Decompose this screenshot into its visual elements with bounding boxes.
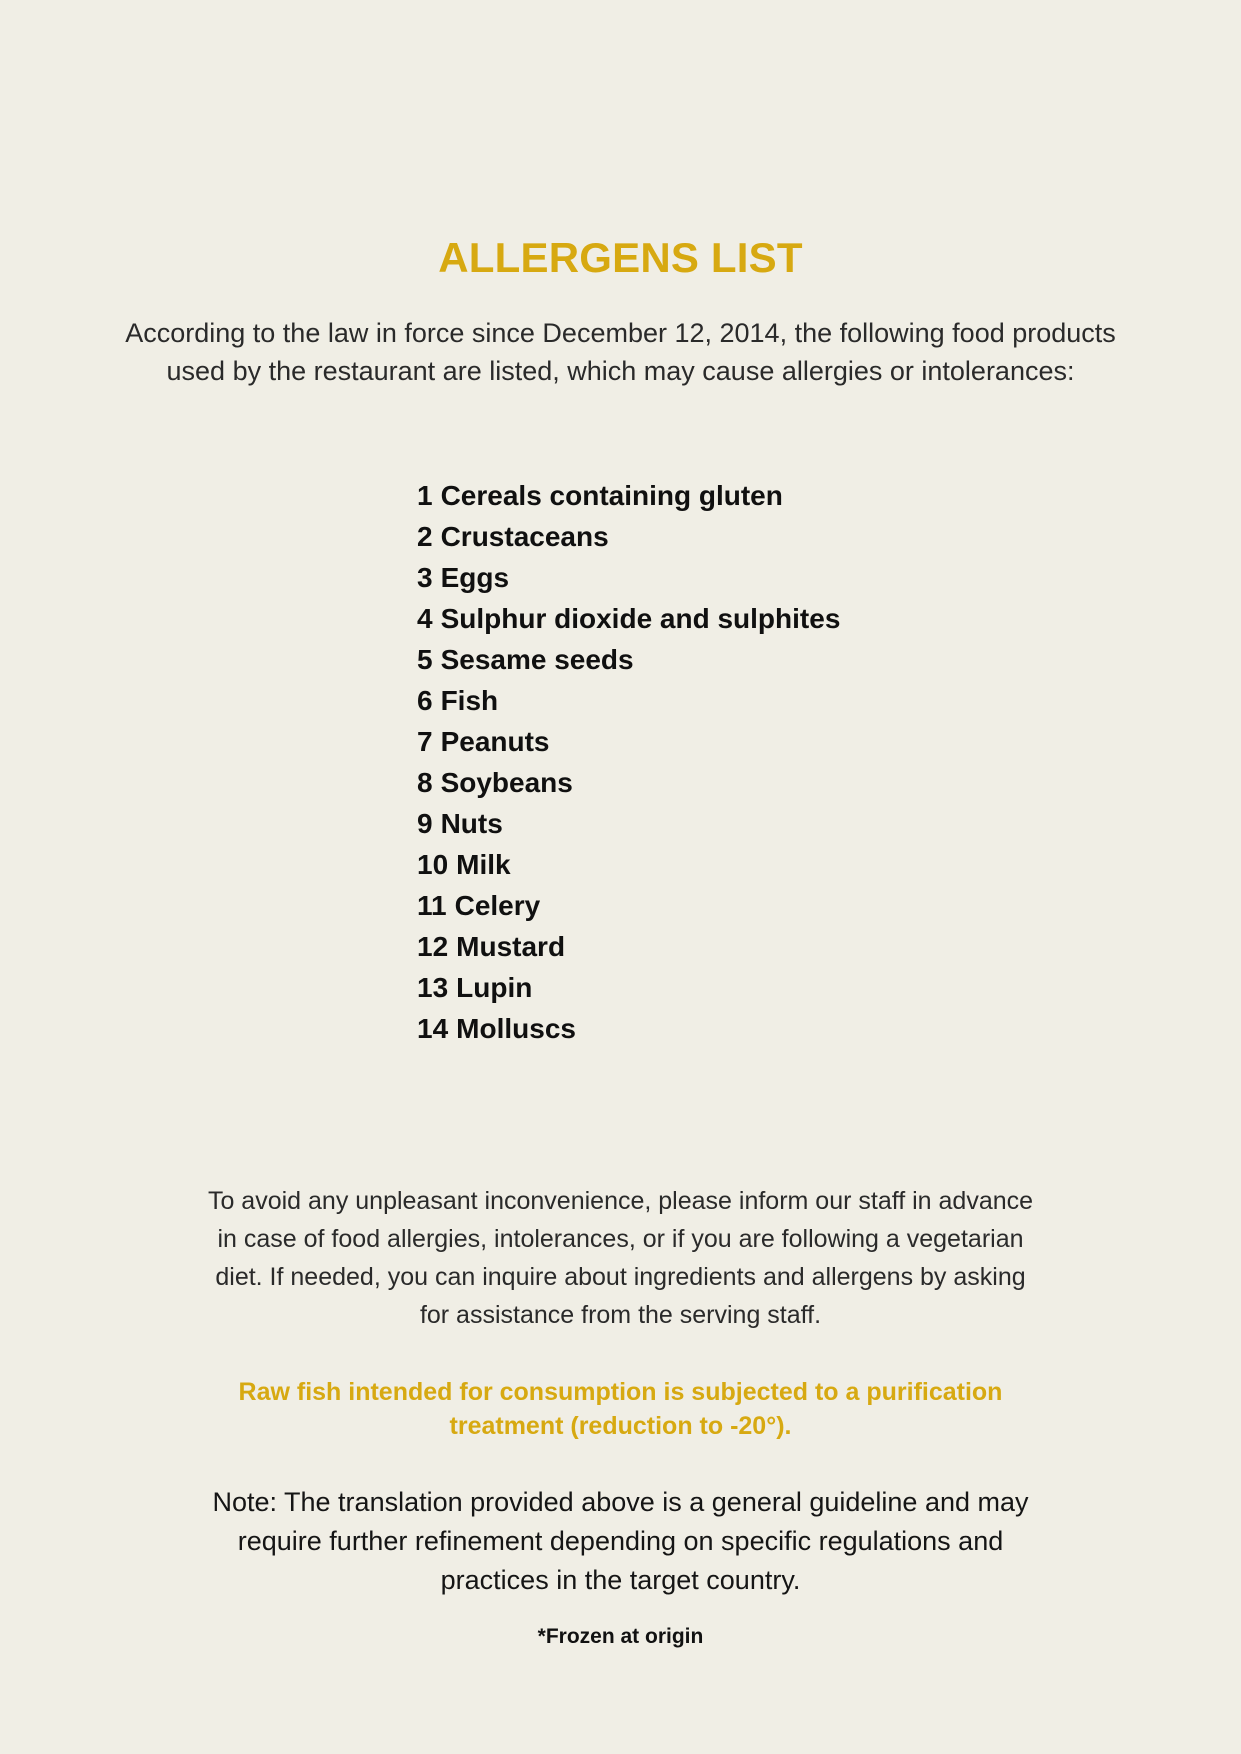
allergen-number: 3 — [417, 562, 433, 593]
allergen-number: 13 — [417, 972, 449, 1003]
list-item — [417, 844, 937, 885]
raw-fish-notice: Raw fish intended for consumption is subjected to a purification treatment (reduction to -20°). — [238, 1378, 1003, 1440]
list-item — [417, 926, 937, 967]
allergen-number: 5 — [417, 644, 433, 675]
intro-text: According to the law in force since December 12, 2014, the following food products used by the restaurant are listed, which may cause allergies or intolerances: — [125, 318, 1116, 386]
allergen-name: Lupin — [456, 972, 533, 1003]
list-item — [417, 598, 937, 639]
staff-notice: To avoid any unpleasant inconvenience, please inform our staff in advance in case of food allergies, intolerances, or if you are following a vegetarian diet. If needed, you can inquire about ingredients and allergens by asking for assistance from the serving staff. — [207, 1187, 1034, 1329]
allergen-number: 6 — [417, 685, 433, 716]
frozen-footnote: *Frozen at origin — [537, 1625, 704, 1648]
allergen-number: 7 — [417, 726, 433, 757]
list-item — [417, 639, 937, 680]
allergen-name: Eggs — [440, 562, 510, 593]
allergen-name: Sulphur dioxide and sulphites — [440, 603, 841, 634]
allergen-number: 2 — [417, 521, 433, 552]
page-title: ALLERGENS LIST — [438, 234, 803, 282]
allergen-name: Fish — [440, 685, 499, 716]
allergen-number: 8 — [417, 767, 433, 798]
allergen-name: Cereals containing gluten — [440, 480, 783, 511]
list-item — [417, 721, 937, 762]
allergen-name: Celery — [454, 890, 541, 921]
allergen-number: 11 — [417, 890, 447, 921]
allergen-name: Sesame seeds — [440, 644, 634, 675]
allergen-name: Crustaceans — [440, 521, 609, 552]
list-item — [417, 762, 937, 803]
allergen-number: 14 — [417, 1013, 449, 1044]
allergen-name: Soybeans — [440, 767, 573, 798]
list-item — [417, 1008, 937, 1049]
allergen-name: Mustard — [456, 931, 566, 962]
allergen-name: Molluscs — [456, 1013, 576, 1044]
allergen-name: Peanuts — [440, 726, 550, 757]
translation-note: Note: The translation provided above is a general guideline and may require further refinement depending on specific regulations and practices in the target country. — [212, 1487, 1029, 1595]
allergen-number: 9 — [417, 808, 433, 839]
list-item — [417, 885, 937, 926]
list-item — [417, 967, 937, 1008]
list-item — [417, 516, 937, 557]
allergen-list — [417, 475, 937, 1049]
list-item — [417, 680, 937, 721]
list-item — [417, 557, 937, 598]
allergen-name: Nuts — [440, 808, 503, 839]
allergen-number: 12 — [417, 931, 449, 962]
allergen-name: Milk — [456, 849, 511, 880]
list-item — [417, 803, 937, 844]
allergen-number: 1 — [417, 480, 433, 511]
allergen-number: 10 — [417, 849, 449, 880]
list-item — [417, 475, 937, 516]
allergen-number: 4 — [417, 603, 433, 634]
